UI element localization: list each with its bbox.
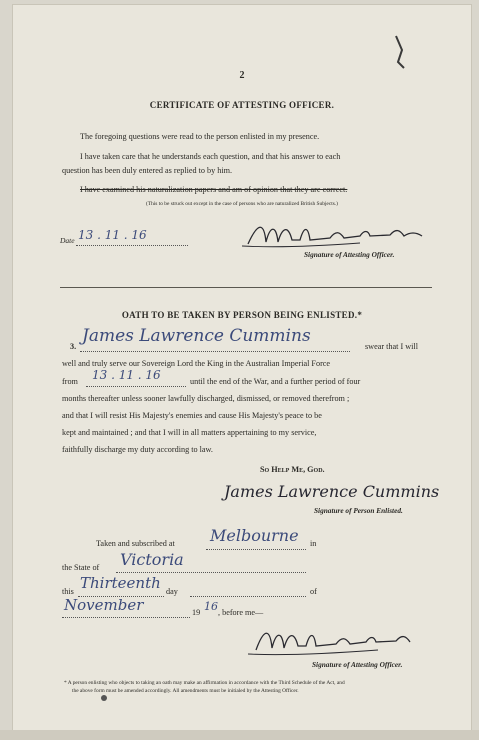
name-line <box>80 351 350 352</box>
oath-line-5: and that I will resist His Majesty's enemies and cause His Majesty's peace to be <box>62 411 322 420</box>
date-label: Date <box>60 236 75 245</box>
year-prefix: 19 <box>192 608 201 617</box>
day-month-line <box>190 596 306 597</box>
month-value: November <box>64 596 144 614</box>
document-page <box>12 4 472 734</box>
oath-line-1-end: swear that I will <box>365 342 418 351</box>
page-number: 2 <box>239 70 245 81</box>
footnote-line-2: the above form must be amended accordingly. All amendments must be initialed by the Attesting Officer. <box>72 688 299 694</box>
from-date-line <box>86 386 186 387</box>
ink-spot-mark <box>96 692 112 704</box>
certificate-para-1: The foregoing questions were read to the person enlisted in my presence. <box>80 132 320 141</box>
attesting-officer-signature <box>240 216 440 252</box>
footnote-line-1: * A person enlisting who objects to taking an oath may make an affirmation in accordance with the Third Schedule of the Act, and <box>64 680 345 686</box>
enlistee-signature: James Lawrence Cummins <box>224 482 440 501</box>
ink-blot-mark <box>388 32 412 72</box>
attesting-officer-signature-2 <box>248 620 428 660</box>
month-line <box>62 617 190 618</box>
state-line <box>116 572 306 573</box>
date-line <box>76 245 188 246</box>
oath-heading: OATH TO BE TAKEN BY PERSON BEING ENLISTED.* <box>121 310 363 320</box>
in-label: in <box>310 539 317 548</box>
page-edge <box>0 730 479 740</box>
from-date: 13 . 11 . 16 <box>92 368 161 382</box>
taken-label: Taken and subscribed at <box>96 539 175 548</box>
enlistee-name: James Lawrence Cummins <box>82 326 311 346</box>
day-value: Thirteenth <box>80 574 161 592</box>
oath-line-2: well and truly serve our Sovereign Lord the King in the Australian Imperial Force <box>62 359 331 368</box>
oath-number: 3. <box>70 342 77 351</box>
certificate-heading: CERTIFICATE OF ATTESTING OFFICER. <box>149 100 335 110</box>
oath-line-6: kept and maintained ; and that I will in all matters appertaining to my service, <box>62 428 317 437</box>
enlistee-signature-caption: Signature of Person Enlisted. <box>314 506 403 515</box>
attesting-officer-caption-2: Signature of Attesting Officer. <box>312 660 403 669</box>
so-help-me-god: So Help Me, God. <box>260 465 325 474</box>
before-me-label: , before me— <box>218 608 264 617</box>
this-label: this <box>62 587 74 596</box>
oath-line-7: faithfully discharge my duty according to law. <box>62 445 213 454</box>
certificate-para-2a: I have taken care that he understands each question, and that his answer to each <box>80 152 341 161</box>
year-suffix: 16 <box>204 600 218 613</box>
state-label: the State of <box>62 563 100 572</box>
oath-line-4: months thereafter unless sooner lawfully discharged, dismissed, or removed therefrom ; <box>62 394 350 403</box>
of-label: of <box>310 587 317 596</box>
place-value: Melbourne <box>210 526 299 545</box>
date-value: 13 . 11 . 16 <box>78 228 147 242</box>
certificate-para-2b: question has been duly entered as replied to by him. <box>62 166 233 175</box>
day-label: day <box>166 587 178 596</box>
attesting-officer-caption: Signature of Attesting Officer. <box>304 250 395 259</box>
from-label: from <box>62 377 78 386</box>
place-line <box>206 549 306 550</box>
section-divider <box>60 287 432 288</box>
strike-note: (This to be struck out except in the case of persons who are naturalized British Subjects.) <box>146 201 338 207</box>
certificate-para-3: I have examined his naturalization papers and am of opinion that they are correct. <box>80 185 348 194</box>
state-value: Victoria <box>120 550 184 569</box>
oath-line-3-end: until the end of the War, and a further period of four <box>190 377 361 386</box>
